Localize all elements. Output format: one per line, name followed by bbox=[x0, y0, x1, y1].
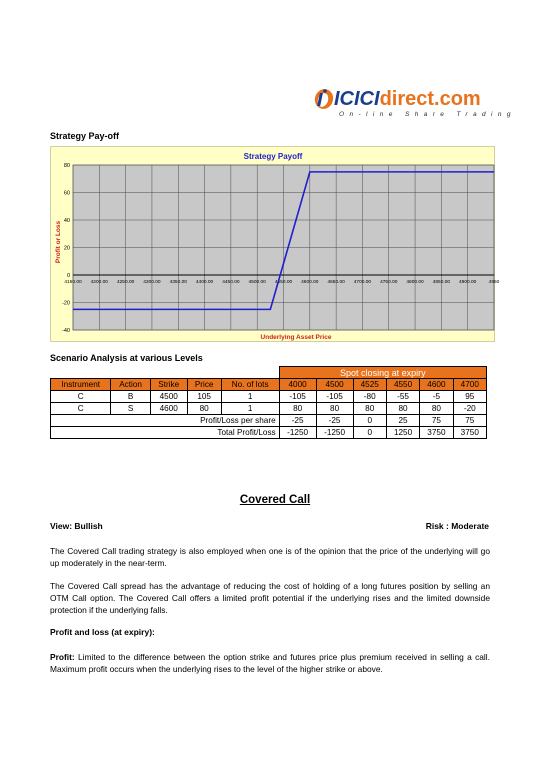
logo-icici-text: ICICI bbox=[334, 88, 380, 110]
col-header: 4525 bbox=[353, 379, 386, 391]
table-cell: 1250 bbox=[386, 427, 419, 439]
table-cell: -5 bbox=[420, 391, 453, 403]
table-cell: -25 bbox=[279, 415, 316, 427]
x-tick-label: 4350.00 bbox=[169, 280, 187, 285]
col-header: 4550 bbox=[386, 379, 419, 391]
col-header: Action bbox=[111, 379, 150, 391]
col-header: Instrument bbox=[51, 379, 111, 391]
x-tick-label: 4800.00 bbox=[406, 280, 424, 285]
table-cell: 1 bbox=[221, 403, 279, 415]
x-tick-label: 4400.00 bbox=[195, 280, 214, 285]
table-cell: 4600 bbox=[150, 403, 187, 415]
table-cell: 80 bbox=[420, 403, 453, 415]
total-row bbox=[51, 427, 487, 439]
y-tick-label: -40 bbox=[62, 328, 70, 335]
table-cell: -105 bbox=[279, 391, 316, 403]
total-label: Total Profit/Loss bbox=[51, 427, 280, 439]
x-tick-label: 4200.00 bbox=[90, 280, 108, 285]
chart-xlabel: Underlying Asset Price bbox=[260, 334, 332, 341]
y-tick-label: 0 bbox=[66, 273, 70, 280]
table-cell: S bbox=[111, 403, 150, 415]
view-label: View: Bullish bbox=[50, 521, 103, 531]
table-cell: -1250 bbox=[279, 427, 316, 439]
table-cell: -25 bbox=[316, 415, 353, 427]
payoff-chart-svg bbox=[51, 147, 500, 343]
table-cell: -20 bbox=[453, 403, 486, 415]
x-tick-label: 4300.00 bbox=[143, 280, 161, 285]
icici-direct-logo bbox=[312, 88, 516, 128]
table-header-row bbox=[51, 379, 487, 391]
col-header: Strike bbox=[150, 379, 187, 391]
col-header: 4000 bbox=[279, 379, 316, 391]
table-cell: 1 bbox=[221, 391, 279, 403]
table-cell: 80 bbox=[279, 403, 316, 415]
covered-call-title: Covered Call bbox=[239, 494, 311, 506]
x-tick-label: 4650.00 bbox=[327, 280, 345, 285]
y-tick-label: 80 bbox=[63, 163, 70, 170]
x-tick-label: 4600.00 bbox=[301, 280, 319, 285]
profit-text: Limited to the difference between the option strike and futures price plus premium received in selling a call. Maximum profit occurs when the underlying rises to the level of the higher strike or above. bbox=[50, 652, 490, 674]
table-cell: 80 bbox=[353, 403, 386, 415]
table-cell: C bbox=[51, 391, 111, 403]
x-tick-label: 4150.00 bbox=[64, 280, 82, 285]
table-cell: 80 bbox=[316, 403, 353, 415]
table-cell: B bbox=[111, 391, 150, 403]
table-cell: C bbox=[51, 403, 111, 415]
x-tick-label: 4750.00 bbox=[380, 280, 398, 285]
table-cell: 95 bbox=[453, 391, 486, 403]
table-row bbox=[51, 391, 487, 403]
y-tick-label: 20 bbox=[63, 245, 70, 252]
x-tick-label: 4700.00 bbox=[353, 280, 372, 285]
paragraph-intro: The Covered Call trading strategy is also employed when one is of the opinion that the price of the underlying will go up moderately in the near-term. bbox=[50, 546, 490, 568]
table-cell: 75 bbox=[420, 415, 453, 427]
x-tick-label: 4250.00 bbox=[116, 280, 135, 285]
y-tick-label: 60 bbox=[63, 190, 70, 197]
logo-tagline: On-line Share Trading bbox=[339, 111, 516, 118]
profit-label: Profit: bbox=[50, 652, 75, 662]
scenario-table bbox=[50, 366, 487, 439]
x-tick-label: 4950 bbox=[488, 280, 500, 285]
table-cell: -105 bbox=[316, 391, 353, 403]
table-cell: -1250 bbox=[316, 427, 353, 439]
table-cell: 0 bbox=[353, 427, 386, 439]
scenario-heading: Scenario Analysis at various Levels bbox=[50, 353, 203, 363]
col-header: 4700 bbox=[453, 379, 486, 391]
table-cell: -55 bbox=[386, 391, 419, 403]
chart-title: Strategy Payoff bbox=[243, 152, 303, 161]
col-header: No. of lots bbox=[221, 379, 279, 391]
table-spot-row bbox=[51, 367, 487, 379]
risk-label: Risk : Moderate bbox=[425, 521, 489, 531]
table-cell: 0 bbox=[353, 415, 386, 427]
x-tick-label: 4550.00 bbox=[274, 280, 293, 285]
table-cell: 80 bbox=[386, 403, 419, 415]
col-header: Price bbox=[187, 379, 221, 391]
strategy-payoff-chart bbox=[50, 146, 500, 342]
x-tick-label: 4450.00 bbox=[222, 280, 240, 285]
col-header: 4500 bbox=[316, 379, 353, 391]
table-cell: 75 bbox=[453, 415, 486, 427]
logo-direct-text: direct.com bbox=[379, 88, 481, 110]
paragraph-advantage: The Covered Call spread has the advantage of reducing the cost of holding of a long futures position by selling an OTM Call option. The Covered Call offers a limited profit potential if the underlying rises and the limited downside protection if the underlying falls. bbox=[50, 581, 490, 615]
table-cell: 105 bbox=[187, 391, 221, 403]
y-tick-label: -20 bbox=[62, 300, 70, 307]
table-cell: -80 bbox=[353, 391, 386, 403]
x-tick-label: 4850.00 bbox=[432, 280, 451, 285]
spot-closing-header: Spot closing at expiry bbox=[279, 367, 486, 379]
strategy-payoff-heading: Strategy Pay-off bbox=[50, 131, 120, 141]
table-cell: 3750 bbox=[420, 427, 453, 439]
col-header: 4600 bbox=[420, 379, 453, 391]
x-tick-label: 4500.00 bbox=[248, 280, 266, 285]
y-tick-label: 40 bbox=[63, 218, 70, 225]
paragraph-profit bbox=[50, 651, 490, 675]
table-cell: 3750 bbox=[453, 427, 486, 439]
table-row bbox=[51, 403, 487, 415]
table-cell: 80 bbox=[187, 403, 221, 415]
per-share-row bbox=[51, 415, 487, 427]
x-tick-label: 4900.00 bbox=[459, 280, 477, 285]
table-cell: 25 bbox=[386, 415, 419, 427]
profit-loss-heading: Profit and loss (at expiry): bbox=[50, 627, 155, 637]
table-cell: 4500 bbox=[150, 391, 187, 403]
logo-swoosh-icon bbox=[312, 88, 334, 112]
chart-ylabel: Profit or Loss bbox=[55, 220, 62, 264]
per-share-label: Profit/Loss per share bbox=[51, 415, 280, 427]
